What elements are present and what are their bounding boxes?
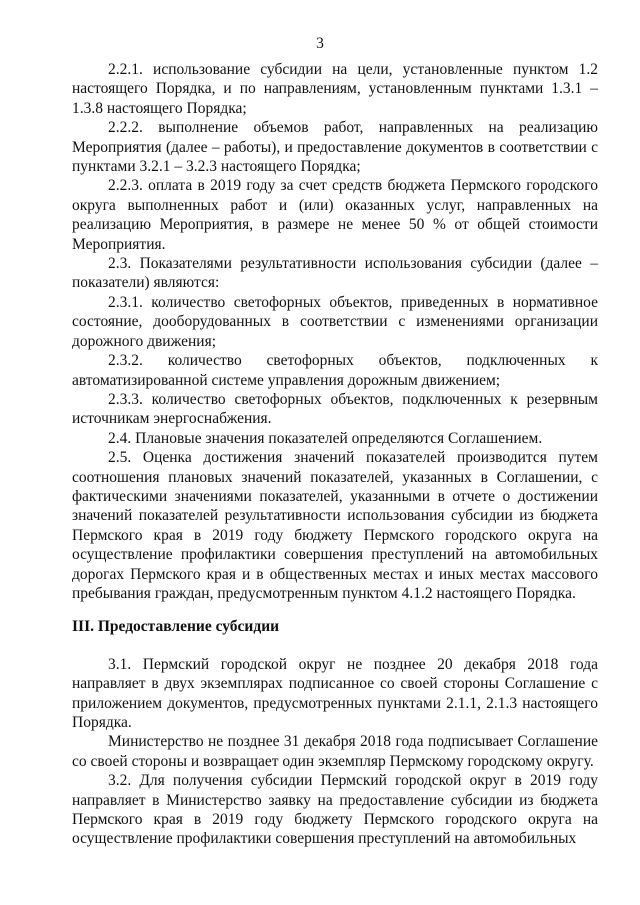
section-heading: III. Предоставление субсидии xyxy=(72,618,280,636)
document-body xyxy=(72,60,598,849)
paragraph-ministry: Министерство не позднее 31 декабря 2018 года подписывает Соглашение со своей стороны и возвращает один экземпляр Пермскому городскому округу. xyxy=(72,733,598,770)
page-number: 3 xyxy=(316,35,324,52)
paragraph-2-2-2: 2.2.2. выполнение объемов работ, направленных на реализацию Мероприятия (далее – работы), и предоставление документов в соответствии с пунктами 3.2.1 – 3.2.3 настоящего Порядка; xyxy=(72,119,598,176)
paragraph-2-2-1: 2.2.1. использование субсидии на цели, установленные пунктом 1.2 настоящего Порядка, и по направлениям, установленным пунктами 1.3.1 – 1.3.8 настоящего Порядка; xyxy=(72,61,598,117)
paragraph-2-3-3: 2.3.3. количество светофорных объектов, подключенных к резервным источникам энергоснабжения. xyxy=(72,390,598,428)
paragraph-3-2: 3.2. Для получения субсидии Пермский городской округ в 2019 году направляет в Министерство заявку на предоставление субсидии из бюджета Пермского края в 2019 году бюджету Пермского городского округа на осуществление профилактики совершения преступлений на автомобильных xyxy=(72,772,598,848)
paragraph-2-3: 2.3. Показателями результативности использования субсидии (далее – показатели) являются: xyxy=(72,255,598,292)
paragraph-2-4: 2.4. Плановые значения показателей определяются Соглашением. xyxy=(108,429,543,447)
paragraph-2-3-2: 2.3.2. количество светофорных объектов, подключенных к автоматизированной системе управления дорожным движением; xyxy=(72,352,598,389)
paragraph-2-2-3: 2.2.3. оплата в 2019 году за счет средств бюджета Пермского городского округа выполненных работ и (или) оказанных услуг, направленных на реализацию Мероприятия, в размере не менее 50 % от общей стоимости Мероприятия. xyxy=(72,177,598,253)
paragraph-2-3-1: 2.3.1. количество светофорных объектов, приведенных в нормативное состояние, дооборудованных в соответствии с изменениями организации дорожного движения; xyxy=(72,293,598,350)
paragraph-3-1: 3.1. Пермский городской округ не позднее 20 декабря 2018 года направляет в двух экземплярах подписанное со своей стороны Соглашение с приложением документов, предусмотренных пунктами 2.1.1, 2.1.3 настоящего Порядка. xyxy=(72,655,598,731)
paragraph-2-5: 2.5. Оценка достижения значений показателей производится путем соотношения плановых значений показателей, указанных в Соглашении, с фактическими значениями показателей, указанными в отчете о достижении значений показателей результативности использования субсидии из бюджета Пермского края в 2019 году бюджету Пермского городского округа на осуществление профилактики совершения преступлений на автомобильных дорогах Пермского края и в общественных местах и иных местах массового пребывания граждан, предусмотренным пунктом 4.1.2 настоящего Порядка. xyxy=(72,449,598,602)
